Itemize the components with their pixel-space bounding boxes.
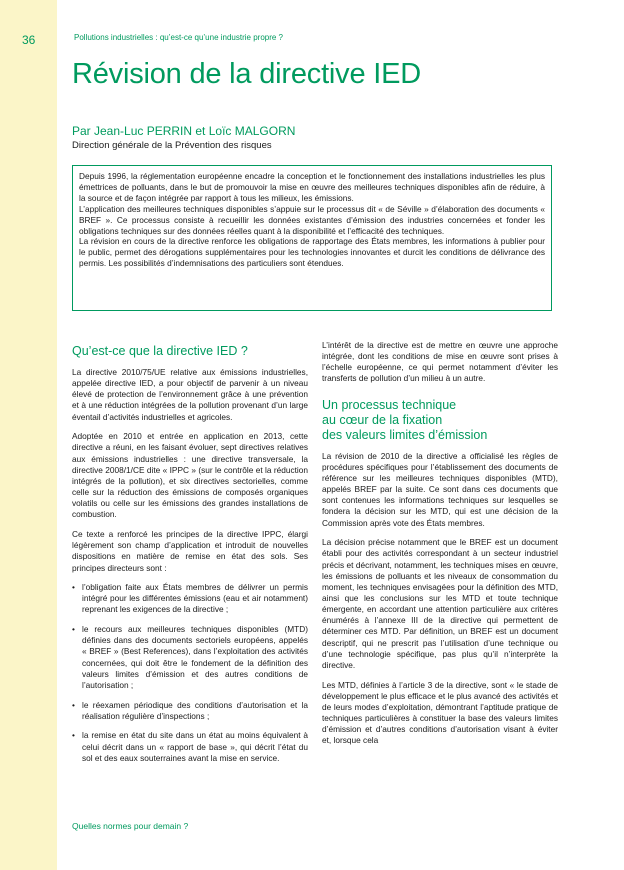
list-item bbox=[72, 700, 308, 722]
list-item bbox=[72, 730, 308, 763]
body-paragraph: Adoptée en 2010 et entrée en application en 2013, cette directive a réuni, en les faisant évoluer, sept directives relatives aux émissions industrielles : une directive transversale, la directive 2008/1/CE dite « IPPC » (sur le contrôle et la réduction intégrés de la pollution), et six directives sectorielles, comme celle sur la réduction des émissions de composés organiques volatils ou celle sur les émissions des grandes installations de combustion. bbox=[72, 431, 308, 520]
section-heading: Qu’est-ce que la directive IED ? bbox=[72, 344, 248, 358]
abstract-paragraph: L’application des meilleures techniques disponibles s’appuie sur le processus dit « de Séville » d’élaboration des documents « BREF ». Ce processus consiste à recueillir les données existantes d’émission des industries concernées et fonder les obligations techniques sur des données réelles quant à la disponibilité et l’efficacité des techniques. bbox=[79, 203, 545, 236]
abstract-paragraph: La révision en cours de la directive renforce les obligations de rapportage des États membres, les informations à publier pour le public, permet des dérogations supplémentaires pour les technologies innovantes et durcit les conditions de délivrance des permis. Les possibilités d’indemnisations des particuliers sont étendues. bbox=[79, 236, 545, 269]
bullet-icon: • bbox=[72, 624, 75, 635]
principles-list bbox=[72, 582, 308, 764]
article-title: Révision de la directive IED bbox=[72, 58, 421, 90]
right-column bbox=[322, 340, 558, 755]
article-authors: Par Jean-Luc PERRIN et Loïc MALGORN bbox=[72, 124, 296, 138]
abstract-paragraph: Depuis 1996, la réglementation européenne encadre la conception et le fonctionnement des installations industrielles les plus émettrices de polluants, dans le but de promouvoir la mise en œuvre des meilleures techniques disponibles afin de réduire, à la source et de façon intégrée par rapport à tous les milieux, les émissions. bbox=[79, 171, 545, 203]
running-head: Pollutions industrielles : qu’est-ce qu’une industrie propre ? bbox=[74, 33, 284, 42]
bullet-icon: • bbox=[72, 730, 75, 741]
body-paragraph: La directive 2010/75/UE relative aux émissions industrielles, appelée directive IED, a pour objectif de parvenir à un niveau élevé de protection de l’environnement grâce à une prévention et à une réduction intégrées de la pollution provenant d’un large éventail d’activités industrielles et agricoles. bbox=[72, 367, 308, 422]
heading-line: Un processus technique bbox=[322, 397, 457, 412]
abstract-box bbox=[72, 165, 552, 311]
heading-line: des valeurs limites d’émission bbox=[322, 427, 488, 442]
section-heading bbox=[322, 398, 558, 443]
page-footer: Quelles normes pour demain ? bbox=[72, 821, 189, 831]
list-item-text: l’obligation faite aux États membres de délivrer un permis intégré pour les différentes émissions (eau et air notamment) reprenant les exigences de la directive ; bbox=[82, 582, 308, 615]
bullet-icon: • bbox=[72, 582, 75, 593]
heading-line: au cœur de la fixation bbox=[322, 412, 443, 427]
body-paragraph: Les MTD, définies à l’article 3 de la directive, sont « le stade de développement le plus efficace et le plus avancé des activités et de leurs modes d’exploitation, démontrant l’aptitude pratique de techniques particulières à constituer la base des valeurs limites d’émission et d’autres conditions d’autorisation visant à éviter et, lorsque cela bbox=[322, 679, 558, 746]
list-item bbox=[72, 582, 308, 615]
list-item bbox=[72, 624, 308, 691]
left-column bbox=[72, 340, 308, 772]
page-margin-band bbox=[0, 0, 57, 870]
list-item-text: la remise en état du site dans un état au moins équivalent à celui décrit dans un « rapport de base », qui décrit l’état du sol et des eaux souterraines avant la mise en service. bbox=[82, 730, 308, 763]
body-paragraph: L’intérêt de la directive est de mettre en œuvre une approche intégrée, dont les conditions de mise en œuvre sont prises à l’échelle européenne, ce qui permet notamment d’éviter les transferts de pollution d’un milieu à un autre. bbox=[322, 340, 558, 384]
body-paragraph: La décision précise notamment que le BREF est un document établi pour des activités correspondant à un secteur industriel précis et décrivant, notamment, les techniques mises en œuvre, les émissions de polluants et les niveaux de consommation du moment, les techniques envisagées pour la définition des MTD, ainsi que les conclusions sur les MTD et toute technique émergente, en accordant une attention particulière aux critères énumérés à l’annexe III de la directive qui permettent de déterminer ces MTD. Par définition, un BREF est un document descriptif, qui ne prescrit pas l’utilisation d’une technique ou d’une technologie spécifique, pas plus qu’il n’interprète la directive. bbox=[322, 537, 558, 670]
page-number: 36 bbox=[22, 33, 36, 47]
bullet-icon: • bbox=[72, 699, 75, 710]
list-item-text: le recours aux meilleures techniques disponibles (MTD) définies dans des documents sectoriels européens, appelés « BREF » (Best References), dans l’exploitation des activités concernées, qui doit être le fondement de la définition des valeurs limites d’émission et des autres conditions de l’autorisation ; bbox=[82, 624, 308, 690]
body-paragraph: La révision de 2010 de la directive a officialisé les règles de procédures spécifiques pour l’établissement des documents de référence sur les meilleures techniques disponibles (MTD), appelés BREF par la suite. Ce sont dans ces documents que sont contenues les informations techniques sur lesquelles se fondera la décision sur les MTD, qui est une décision de la Commission après vote des États membres. bbox=[322, 450, 558, 528]
list-item-text: le réexamen périodique des conditions d’autorisation et la réalisation régulière d’inspections ; bbox=[82, 699, 308, 721]
body-paragraph: Ce texte a renforcé les principes de la directive IPPC, élargi légèrement son champ d’application et introduit de nouvelles dispositions en matière de remise en état des sols. Ses principes directeurs sont : bbox=[72, 529, 308, 573]
author-affiliation: Direction générale de la Prévention des risques bbox=[72, 140, 272, 151]
